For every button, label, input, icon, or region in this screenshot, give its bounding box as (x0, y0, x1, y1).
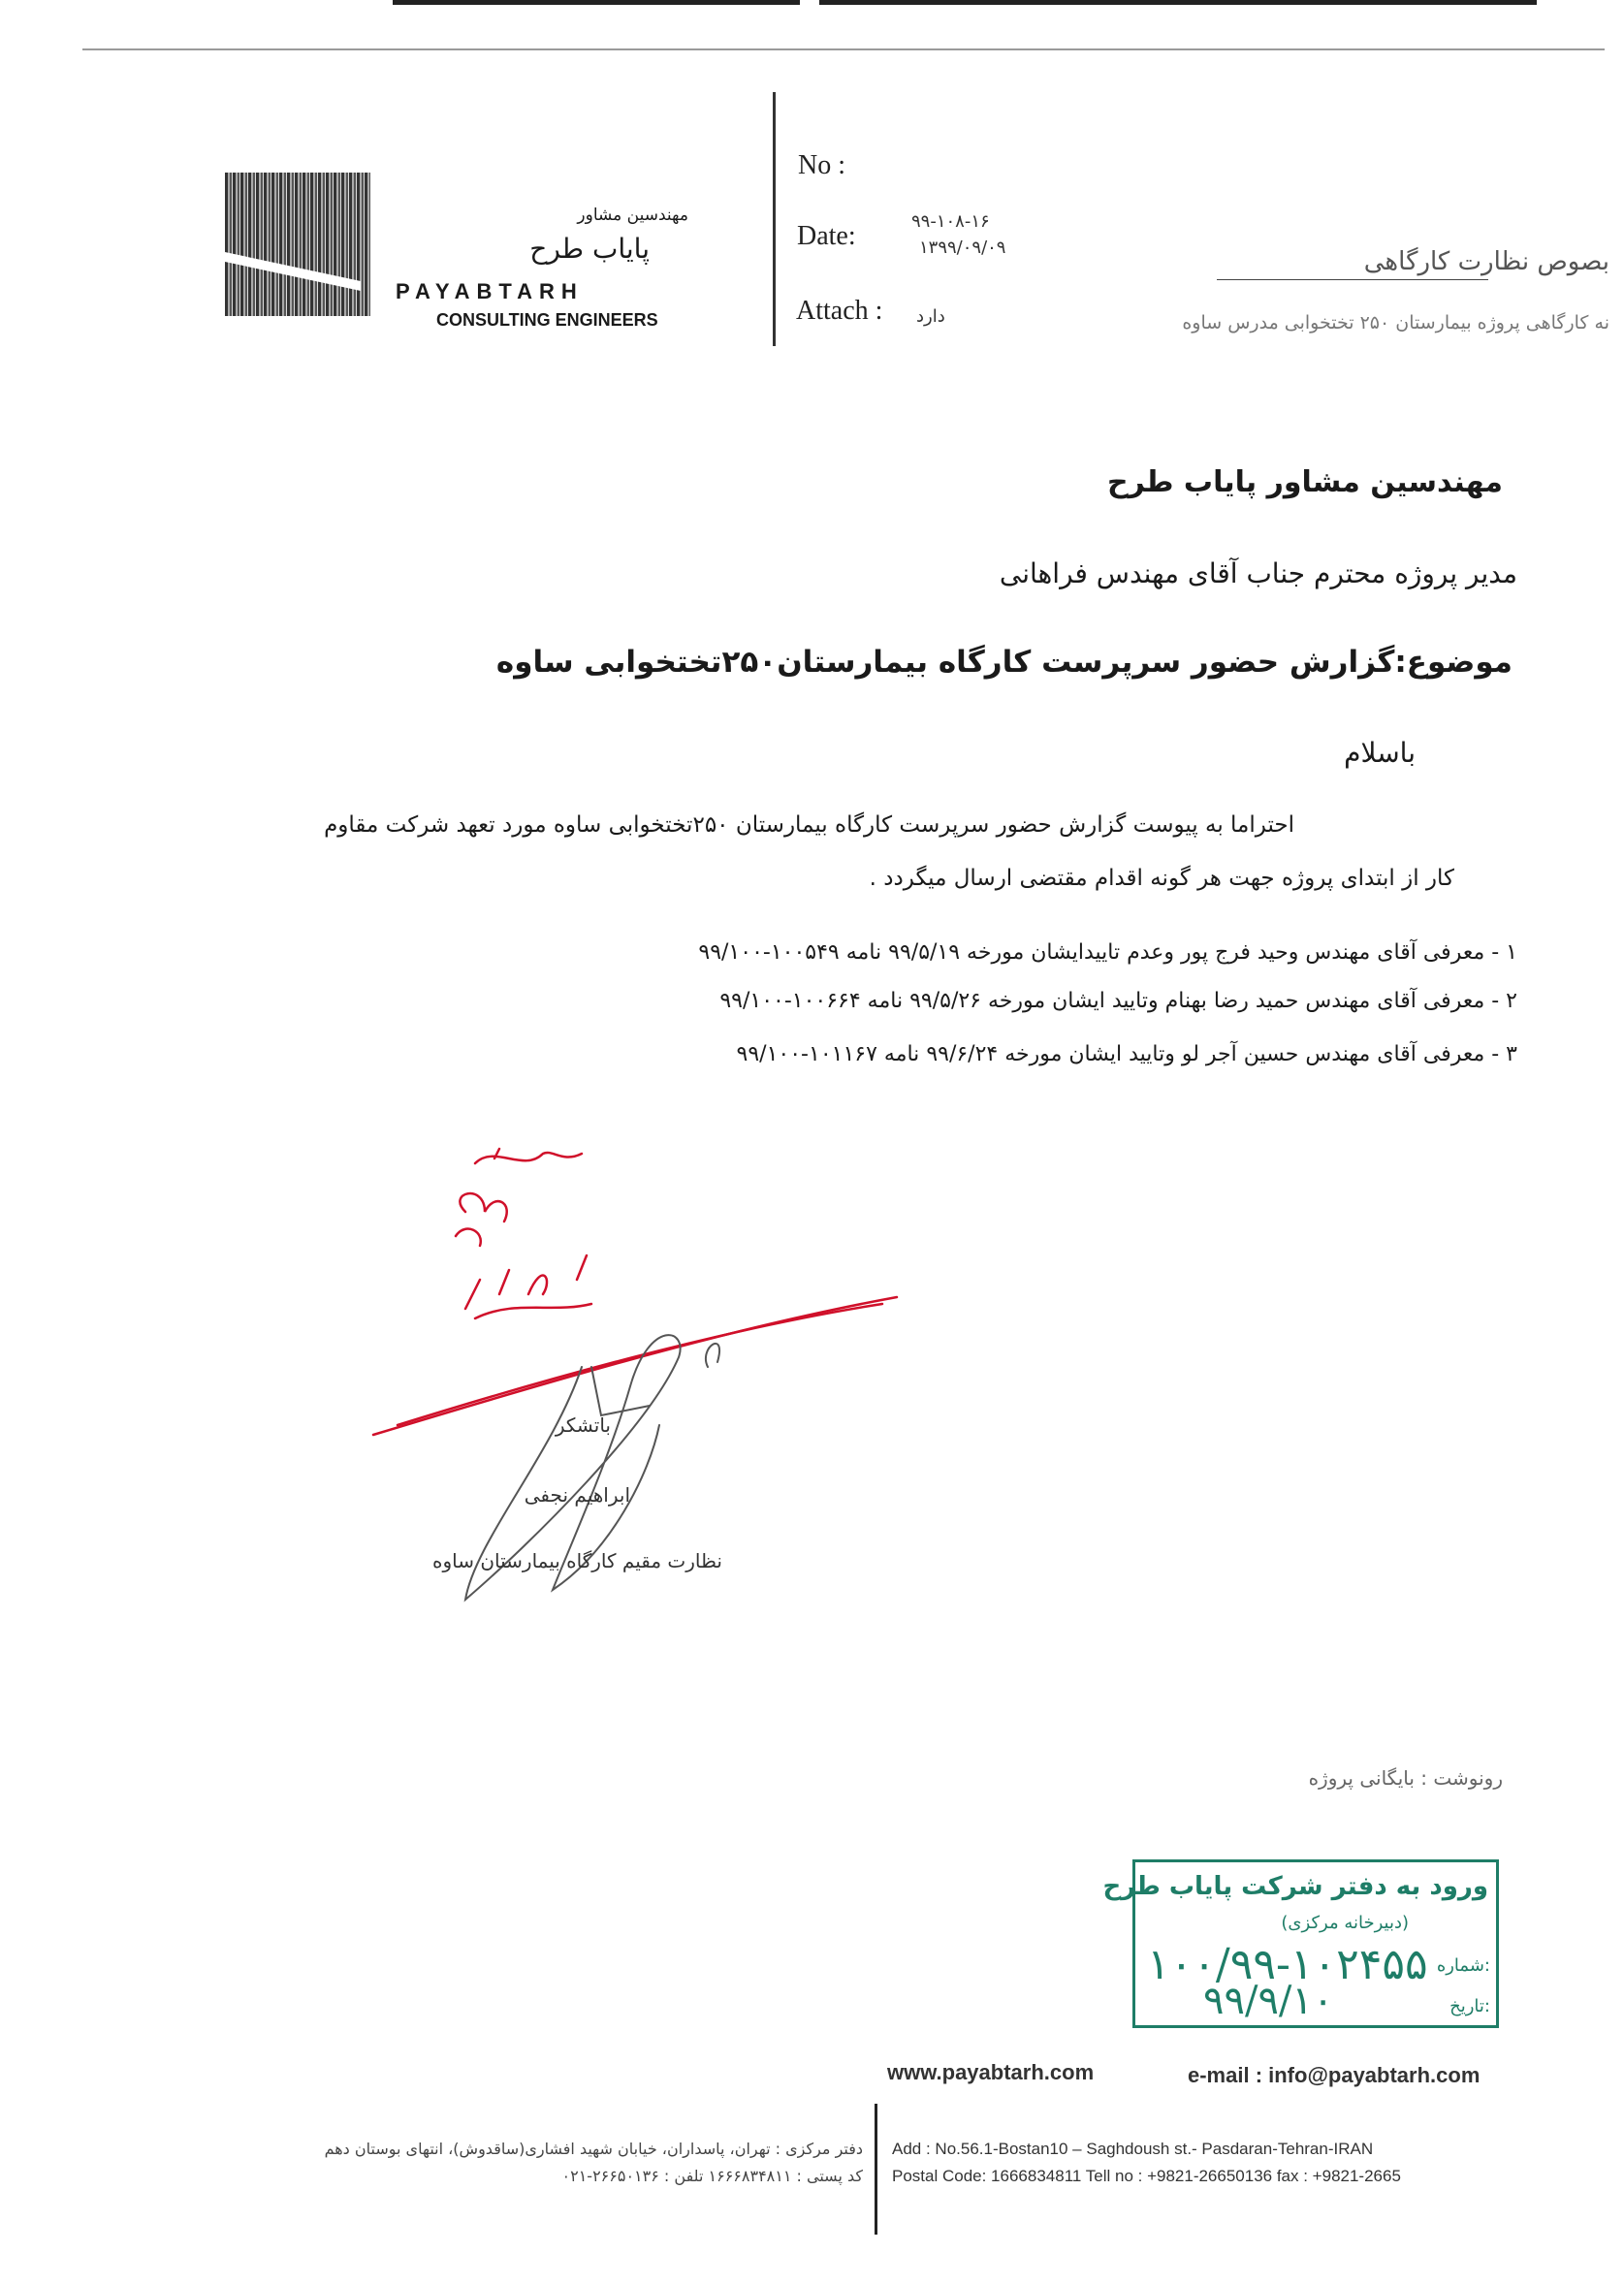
no-label: No : (798, 150, 845, 180)
stamp-subtitle: (دبیرخانه مرکزی) (1281, 1913, 1409, 1933)
stamp-title: ورود به دفتر شرکت پایاب طرح (1102, 1872, 1488, 1901)
list-item: ۱ - معرفی آقای مهندس وحید فرج پور وعدم تاییدایشان مورخه ۹۹/۵/۱۹ نامه ۱۰۰۵۴۹-۹۹/۱۰۰ (698, 940, 1517, 965)
stamp-number-value: ۱۰۰/۹۹-۱۰۲۴۵۵ (1147, 1940, 1428, 1989)
handwritten-annotation (359, 1134, 902, 1619)
letterhead-en-sub: CONSULTING ENGINEERS (436, 310, 658, 330)
stamp-date-label: تاریخ: (1449, 1996, 1490, 2016)
right-header-underline (1217, 279, 1488, 280)
signer-title: نظارت مقیم کارگاه بیمارستان ساوه (431, 1549, 722, 1572)
footer-address-en: Add : No.56.1-Bostan10 – Saghdoush st.- Pasdaran-Tehran-IRAN (892, 2140, 1374, 2158)
letterhead-fa-name: پایاب طرح (529, 233, 650, 265)
date-value-2: ۱۳۹۹/۰۹/۰۹ (919, 238, 1006, 258)
scan-edge (819, 0, 1537, 5)
cc-line: رونوشت : بایگانی پروژه (1308, 1766, 1503, 1790)
header-rule (82, 48, 1605, 50)
footer-divider (875, 2104, 877, 2235)
attach-value: دارد (916, 306, 945, 327)
header-divider (773, 92, 776, 346)
letterhead-en-name: PAYABTARH (396, 279, 584, 303)
closing: باتشکر (555, 1413, 611, 1437)
received-stamp (1102, 1859, 1499, 2028)
scan-edge (393, 0, 800, 5)
footer-address-fa: دفتر مرکزی : تهران، پاسداران، خیابان شهید افشاری(ساقدوش)، انتهای بوستان دهم (324, 2140, 863, 2158)
footer-postal-fa: کد پستی : ۱۶۶۶۸۳۴۸۱۱ تلفن : ۲۶۶۵۰۱۳۶-۰۲۱ (561, 2167, 863, 2185)
footer-postal-en: Postal Code: 1666834811 Tell no : +9821-26650136 fax : +9821-2665 (892, 2167, 1401, 2185)
date-value-1: ۹۹-۱۰۸-۱۶ (911, 211, 990, 232)
logo-slash-icon (225, 242, 361, 291)
footer-website[interactable]: www.payabtarh.com (887, 2060, 1095, 2084)
right-header-line1: بصوص نظارت کارگاهی (1363, 247, 1609, 276)
stamp-number-label: شماره: (1436, 1955, 1490, 1976)
letterhead-fa-small: مهندسین مشاور (577, 206, 688, 225)
signer-name: ابراهیم نجفی (524, 1483, 630, 1507)
letter-body-line2: کار از ابتدای پروژه جهت هر گونه اقدام مقتضی ارسال میگردد . (869, 866, 1454, 891)
right-header-line2: نه کارگاهی پروژه بیمارستان ۲۵۰ تختخوابی مدرس ساوه (1182, 312, 1609, 333)
letter-body-line1: احتراما به پیوست گزارش حضور سرپرست کارگاه بیمارستان ۲۵۰تختخوابی ساوه مورد تعهد شرکت مقاوم (324, 812, 1294, 838)
list-item: ۳ - معرفی آقای مهندس حسین آجر لو وتایید ایشان مورخه ۹۹/۶/۲۴ نامه ۱۰۱۱۶۷-۹۹/۱۰۰ (736, 1042, 1517, 1066)
attach-label: Attach : (796, 296, 883, 326)
list-item: ۲ - معرفی آقای مهندس حمید رضا بهنام وتایید ایشان مورخه ۹۹/۵/۲۶ نامه ۱۰۰۶۶۴-۹۹/۱۰۰ (719, 989, 1517, 1013)
letter-greeting: باسلام (1344, 737, 1416, 769)
letter-recipient: مهندسین مشاور پایاب طرح (1106, 465, 1503, 499)
footer-email[interactable]: e-mail : info@payabtarh.com (1188, 2063, 1481, 2087)
letter-subject: موضوع:گزارش حضور سرپرست کارگاه بیمارستان۲۵۰تختخوابی ساوه (495, 645, 1513, 680)
letter-attention: مدیر پروژه محترم جناب آقای مهندس فراهانی (999, 557, 1517, 589)
date-label: Date: (797, 221, 856, 251)
stamp-date-value: ۹۹/۹/۱۰ (1203, 1979, 1334, 2023)
